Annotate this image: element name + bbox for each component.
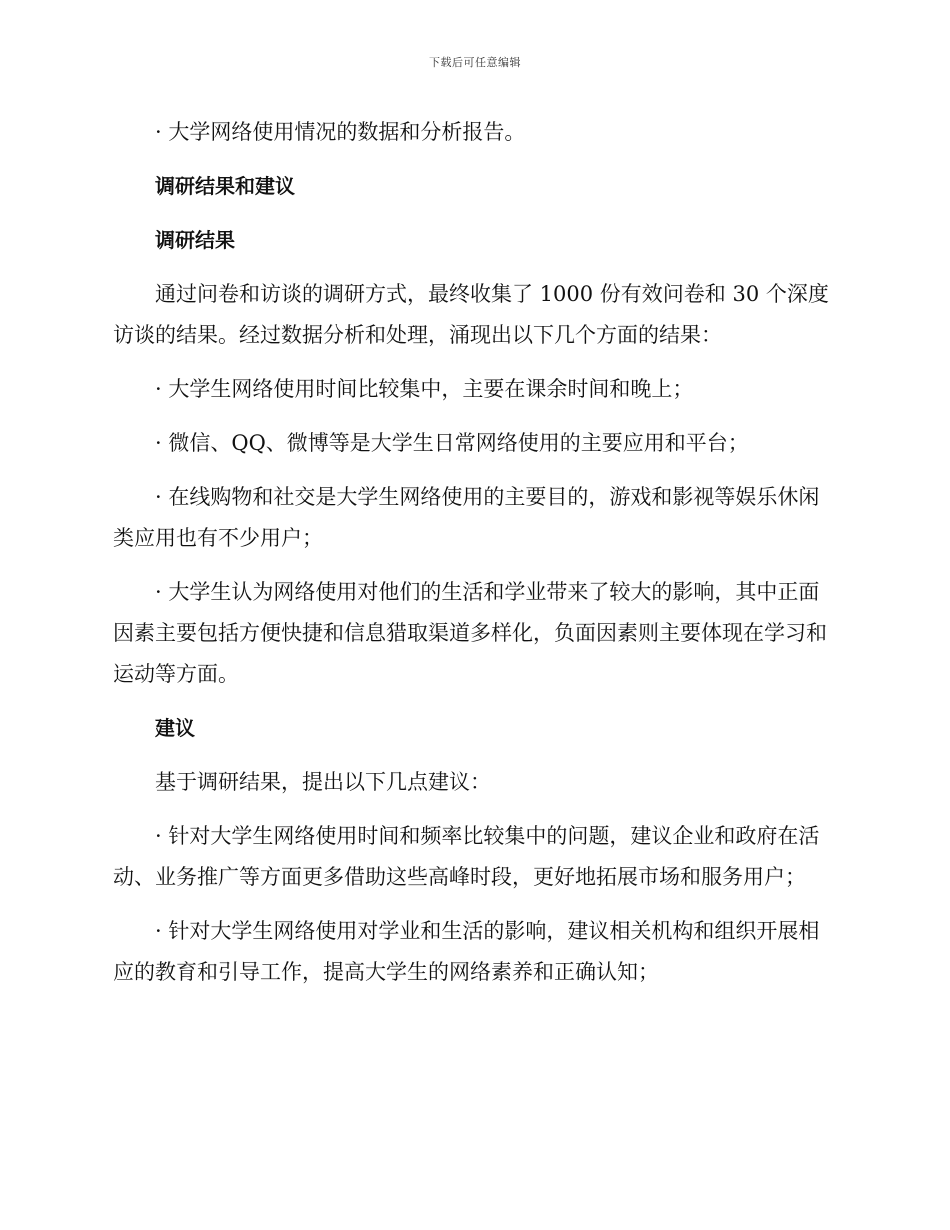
- suggestion-bullet: · 针对大学生网络使用对学业和生活的影响，建议相关机构和组织开展相应的教育和引导工作，提高大学生的网络素养和正确认知；: [113, 919, 820, 984]
- result-bullet: · 微信、QQ、微博等是大学生日常网络使用的主要应用和平台；: [155, 431, 749, 455]
- section-heading: 调研结果和建议: [155, 174, 295, 198]
- result-bullet: · 大学生认为网络使用对他们的生活和学业带来了较大的影响，其中正面因素主要包括方便快捷和信息猎取渠道多样化，负面因素则主要体现在学习和运动等方面。: [113, 580, 827, 686]
- suggestion-bullet: · 针对大学生网络使用时间和频率比较集中的问题，建议企业和政府在活动、业务推广等方面更多借助这些高峰时段，更好地拓展市场和服务用户；: [113, 824, 820, 889]
- result-bullet: · 大学生网络使用时间比较集中，主要在课余时间和晚上；: [155, 377, 694, 401]
- subsection-heading-results: 调研结果: [155, 228, 235, 252]
- results-intro-paragraph: 通过问卷和访谈的调研方式，最终收集了 1000 份有效问卷和 30 个深度访谈的结果。经过数据分析和处理，涌现出以下几个方面的结果：: [113, 282, 829, 347]
- subsection-heading-suggestions: 建议: [155, 716, 195, 740]
- header-note: 下载后可任意编辑: [429, 56, 521, 69]
- document-body: [113, 112, 833, 1006]
- result-bullet: · 在线购物和社交是大学生网络使用的主要目的，游戏和影视等娱乐休闲类应用也有不少用户；: [113, 485, 820, 550]
- bullet-paragraph: · 大学网络使用情况的数据和分析报告。: [155, 120, 526, 144]
- suggestions-intro-paragraph: 基于调研结果，提出以下几点建议：: [155, 770, 491, 794]
